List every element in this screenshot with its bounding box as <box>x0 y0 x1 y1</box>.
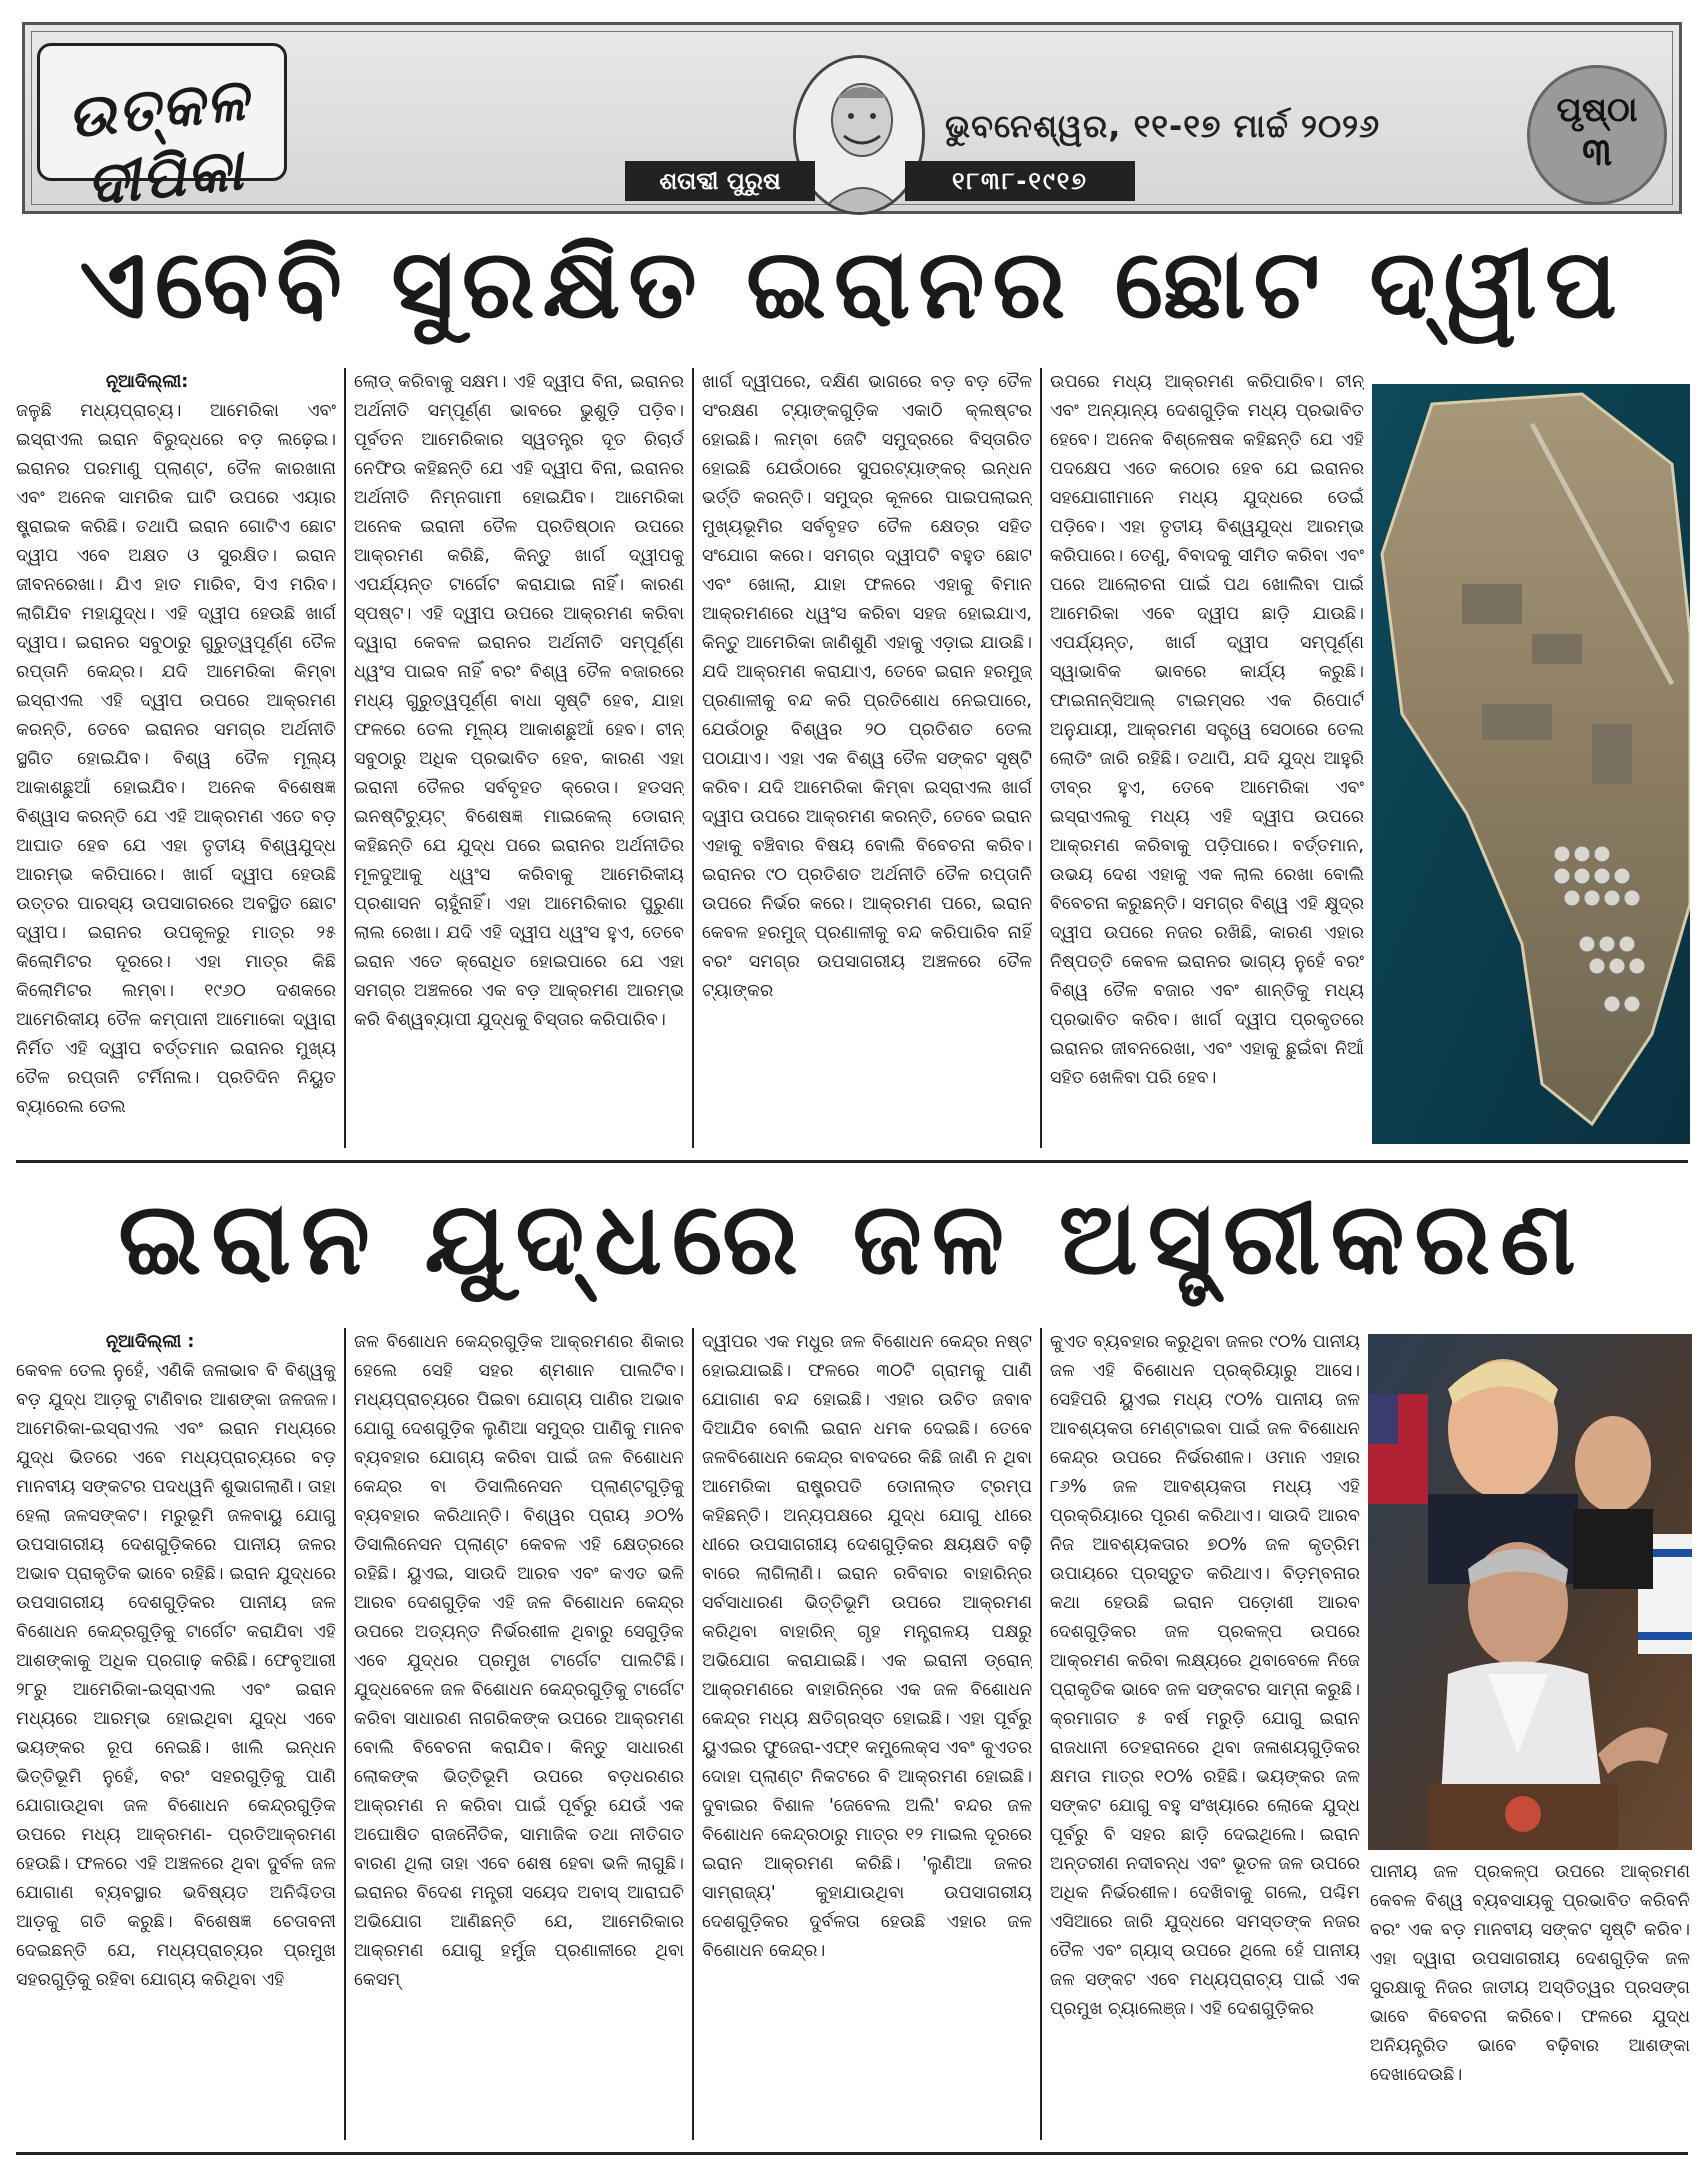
column-divider <box>692 368 694 1148</box>
page-number-badge <box>1527 65 1667 205</box>
article2-col5-text: ପାନୀୟ ଜଳ ପ୍ରକଳ୍ପ ଉପରେ ଆକ୍ରମଣ କେବଳ ବିଶ୍ୱ ବ୍ୟବସାୟକୁ ପ୍ରଭାବିତ କରିବନି ବରଂ ଏକ ବଡ଼ ମାନବୀୟ ସଙ୍କଟ ସୃଷ୍ଟି କରିବ। ଏହା ଦ୍ୱାରା ଉପସାଗରୀୟ ଦେଶଗୁଡ଼ିକ ଜଳ ସୁରକ୍ଷାକୁ ନିଜର ଜାତୀୟ ଅସ୍ତିତ୍ୱର ପ୍ରସଙ୍ଗ ଭାବେ ବିବେଚନା କରିବେ। ଫଳରେ ଯୁଦ୍ଧ ଅନିୟନ୍ତ୍ରିତ ଭାବେ ବଢ଼ିବାର ଆଶଙ୍କା ଦେଖାଦେଉଛି। <box>1370 1862 1690 2085</box>
article2-dateline: ନୂଆଦିଲ୍ଲୀ : <box>106 1332 195 1352</box>
article2-column-2 <box>354 1328 684 2140</box>
page-label: ପୃଷ୍ଠା <box>1556 90 1638 130</box>
dateline-city-date: ଭୁବନେଶ୍ୱର, ୧୧-୧୭ ମାର୍ଚ୍ଚ ୨୦୨୬ <box>945 107 1381 145</box>
masthead <box>22 22 1682 219</box>
logo-text: ଉତ୍କଳ ଦୀପିକା <box>64 64 253 219</box>
column-divider <box>1040 1328 1042 2140</box>
column-divider <box>692 1328 694 2140</box>
article1-col1-text: ଜଳୁଛି ମଧ୍ୟପ୍ରାଚ୍ୟ। ଆମେରିକା ଏବଂ ଇସ୍ରାଏଲ ଇରାନ ବିରୁଦ୍ଧରେ ବଡ଼ ଲଢ଼େଇ। ଇରାନର ପରମାଣୁ ପ୍ଲାଣ୍ଟ, ତୈଳ କାରଖାନା ଏବଂ ଅନେକ ସାମରିକ ଘାଟି ଉପରେ ଏୟାର ଷ୍ଟ୍ରାଇକ କରିଛି। ତଥାପି ଇରାନ ଗୋଟିଏ ଛୋଟ ଦ୍ୱୀପ ଏବେ ଅକ୍ଷତ ଓ ସୁରକ୍ଷିତ। ଇରାନ ଜୀବନରେଖା। ଯିଏ ହାତ ମାରିବ, ସିଏ ମରିବ। ଲାଗିଯିବ ମହାଯୁଦ୍ଧ। ଏହି ଦ୍ୱୀପ ହେଉଛି ଖାର୍ଗ ଦ୍ୱୀପ। ଇରାନର ସବୁଠାରୁ ଗୁରୁତ୍ୱପୂର୍ଣ୍ଣ ତୈଳ ରପ୍ତାନି କେନ୍ଦ୍ର। ଯଦି ଆମେରିକା କିମ୍ବା ଇସ୍ରାଏଲ ଏହି ଦ୍ୱୀପ ଉପରେ ଆକ୍ରମଣ କରନ୍ତି, ତେବେ ଇରାନର ସମଗ୍ର ଅର୍ଥନୀତି ସ୍ଥଗିତ ହୋଇଯିବ। ବିଶ୍ୱ ତୈଳ ମୂଲ୍ୟ ଆକାଶଛୁଆଁ ହୋଇଯିବ। ଅନେକ ବିଶେଷଜ୍ଞ ବିଶ୍ୱାସ କରନ୍ତି ଯେ ଏହି ଆକ୍ରମଣ ଏତେ ବଡ଼ ଆଘାତ ହେବ ଯେ ଏହା ତୃତୀୟ ବିଶ୍ୱଯୁଦ୍ଧ ଆରମ୍ଭ କରିପାରେ। ଖାର୍ଗ ଦ୍ୱୀପ ହେଉଛି ଉତ୍ତର ପାରସ୍ୟ ଉପସାଗରରେ ଅବସ୍ଥିତ ଛୋଟ ଦ୍ୱୀପ। ଇରାନର ଉପକୂଳରୁ ମାତ୍ର ୨୫ କିଲୋମିଟର ଦୂରରେ। ଏହା ମାତ୍ର କିଛି କିଲୋମିଟର ଲମ୍ବା। ୧୯୬୦ ଦଶକରେ ଆମେରିକୀୟ ତୈଳ କମ୍ପାନୀ ଆମୋକୋ ଦ୍ୱାରା ନିର୍ମିତ ଏହି ଦ୍ୱୀପ ବର୍ତ୍ତମାନ ଇରାନର ମୁଖ୍ୟ ତୈଳ ରପ୍ତାନି ଟର୍ମିନାଲ। ପ୍ରତିଦିନ ନିୟୁତ ବ୍ୟାରେଲ ତେଲ <box>16 401 336 1117</box>
kharg-island-satellite-photo <box>1372 384 1690 1144</box>
newspaper-logo <box>37 43 287 219</box>
article1-col2-text: ଲୋଡ୍ କରିବାକୁ ସକ୍ଷମ। ଏହି ଦ୍ୱୀପ ବିନା, ଇରାନର ଅର୍ଥନୀତି ସମ୍ପୂର୍ଣ୍ଣ ଭାବରେ ଭୁଶୁଡ଼ି ପଡ଼ିବ। ପୂର୍ବତନ ଆମେରିକାର ସ୍ୱତନ୍ତ୍ର ଦୂତ ରିଚାର୍ଡ ନେଫିଉ କହିଛନ୍ତି ଯେ ଏହି ଦ୍ୱୀପ ବିନା, ଇରାନର ଅର୍ଥନୀତି ନିମ୍ନଗାମୀ ହୋଇଯିବ। ଆମେରିକା ଅନେକ ଇରାନୀ ତୈଳ ପ୍ରତିଷ୍ଠାନ ଉପରେ ଆକ୍ରମଣ କରିଛି, କିନ୍ତୁ ଖାର୍ଗ ଦ୍ୱୀପକୁ ଏପର୍ଯ୍ୟନ୍ତ ଟାର୍ଗେଟ କରାଯାଇ ନାହିଁ। କାରଣ ସ୍ପଷ୍ଟ। ଏହି ଦ୍ୱୀପ ଉପରେ ଆକ୍ରମଣ କରିବା ଦ୍ୱାରା କେବଳ ଇରାନର ଅର୍ଥନୀତି ସମ୍ପୂର୍ଣ୍ଣ ଧ୍ୱଂସ ପାଇବ ନାହିଁ ବରଂ ବିଶ୍ୱ ତୈଳ ବଜାରରେ ମଧ୍ୟ ଗୁରୁତ୍ୱପୂର୍ଣ୍ଣ ବାଧା ସୃଷ୍ଟି ହେବ, ଯାହା ଫଳରେ ତେଲ ମୂଲ୍ୟ ଆକାଶଛୁଆଁ ହେବ। ଚୀନ୍ ସବୁଠାରୁ ଅଧିକ ପ୍ରଭାବିତ ହେବ, କାରଣ ଏହା ଇରାନୀ ତୈଳର ସର୍ବବୃହତ କ୍ରେତା। ହଡସନ୍ ଇନଷ୍ଟିଚ୍ୟୁଟ୍ ବିଶେଷଜ୍ଞ ମାଇକେଲ୍ ଡୋରାନ୍ କହିଛନ୍ତି ଯେ ଯୁଦ୍ଧ ପରେ ଇରାନର ଅର୍ଥନୀତିର ମୂଳଦୁଆକୁ ଧ୍ୱଂସ କରିବାକୁ ଆମେରିକୀୟ ପ୍ରଶାସନ ଚାହୁଁନାହିଁ। ଏହା ଆମେରିକାର ପୁରୁଣା ଲାଲ ରେଖା। ଯଦି ଏହି ଦ୍ୱୀପ ଧ୍ୱଂସ ହୁଏ, ତେବେ ଇରାନ ଏତେ କ୍ରୋଧିତ ହୋଇପାରେ ଯେ ଏହା ସମଗ୍ର ଅଞ୍ଚଳରେ ଏକ ବଡ଼ ଆକ୍ରମଣ ଆରମ୍ଭ କରି ବିଶ୍ୱବ୍ୟାପୀ ଯୁଦ୍ଧକୁ ବିସ୍ତାର କରିପାରିବ। <box>354 372 684 1030</box>
article1-column-2 <box>354 368 684 1148</box>
article1-column-4 <box>1050 368 1364 1148</box>
article2-col2-text: ଜଳ ବିଶୋଧନ କେନ୍ଦ୍ରଗୁଡ଼ିକ ଆକ୍ରମଣର ଶିକାର ହେଲେ ସେହି ସହର ଶ୍ମଶାନ ପାଲଟିବ। ମଧ୍ୟପ୍ରାଚ୍ୟରେ ପିଇବା ଯୋଗ୍ୟ ପାଣିର ଅଭାବ ଯୋଗୁ ଦେଶଗୁଡ଼ିକ ଲୁଣିଆ ସମୁଦ୍ର ପାଣିକୁ ମାନବ ବ୍ୟବହାର ଯୋଗ୍ୟ କରିବା ପାଇଁ ଜଳ ବିଶୋଧନ କେନ୍ଦ୍ର ବା ଡିସାଲିନେସନ ପ୍ଲାଣ୍ଟଗୁଡ଼ିକୁ ବ୍ୟବହାର କରିଥାନ୍ତି। ବିଶ୍ୱର ପ୍ରାୟ ୬୦% ଡିସାଲିନେସନ ପ୍ଲାଣ୍ଟ କେବଳ ଏହି କ୍ଷେତ୍ରରେ ରହିଛି। ୟୁଏଇ, ସାଉଦି ଆରବ ଏବଂ କଏତ ଭଳି ଆରବ ଦେଶଗୁଡ଼ିକ ଏହି ଜଳ ବିଶୋଧନ କେନ୍ଦ୍ର ଉପରେ ଅତ୍ୟନ୍ତ ନିର୍ଭରଶୀଳ ଥିବାରୁ ସେଗୁଡ଼ିକ ଏବେ ଯୁଦ୍ଧର ପ୍ରମୁଖ ଟାର୍ଗେଟ ପାଲଟିଛି। ଯୁଦ୍ଧବେଳେ ଜଳ ବିଶୋଧନ କେନ୍ଦ୍ରଗୁଡ଼ିକୁ ଟାର୍ଗେଟ କରିବା ସାଧାରଣ ନାଗରିକଙ୍କ ଉପରେ ଆକ୍ରମଣ ବୋଲି ବିବେଚନା କରାଯିବ। କିନ୍ତୁ ସାଧାରଣ ଲୋକଙ୍କ ଭିତ୍ତିଭୂମି ଉପରେ ବଡ଼ଧରଣର ଆକ୍ରମଣ ନ କରିବା ପାଇଁ ପୂର୍ବରୁ ଯେଉଁ ଏକ ଅଘୋଷିତ ରାଜନୈତିକ, ସାମାଜିକ ତଥା ନୀତିଗତ ବାରଣ ଥିଲା ତାହା ଏବେ ଶେଷ ହେବା ଭଳି ଲାଗୁଛି। ଇରାନର ବିଦେଶ ମନ୍ତ୍ରୀ ସୟେଦ ଅବାସ୍ ଆରାଘଚି ଅଭିଯୋଗ ଆଣିଛନ୍ତି ଯେ, ଆମେରିକାର ଆକ୍ରମଣ ଯୋଗୁ ହର୍ମୁଜ ପ୍ରଣାଳୀରେ ଥିବା କେସମ୍ <box>354 1332 684 1990</box>
article1-column-1 <box>16 368 336 1148</box>
tagline-label: ଶତାବ୍ଦୀ ପୁରୁଷ <box>625 161 815 201</box>
article2-column-4 <box>1050 1328 1360 2140</box>
article1-col4-text: ଉପରେ ମଧ୍ୟ ଆକ୍ରମଣ କରିପାରିବ। ଚୀନ୍ ଏବଂ ଅନ୍ୟାନ୍ୟ ଦେଶଗୁଡ଼ିକ ମଧ୍ୟ ପ୍ରଭାବିତ ହେବେ। ଅନେକ ବିଶ୍ଳେଷକ କହିଛନ୍ତି ଯେ ଏହି ପଦକ୍ଷେପ ଏତେ କଠୋର ହେବ ଯେ ଇରାନର ସହଯୋଗୀମାନେ ମଧ୍ୟ ଯୁଦ୍ଧରେ ଡେଇଁ ପଡ଼ିବେ। ଏହା ତୃତୀୟ ବିଶ୍ୱଯୁଦ୍ଧ ଆରମ୍ଭ କରିପାରେ। ତେଣୁ, ବିବାଦକୁ ସୀମିତ କରିବା ଏବଂ ପରେ ଆଲୋଚନା ପାଇଁ ପଥ ଖୋଲିବା ପାଇଁ ଆମେରିକା ଏବେ ଦ୍ୱୀପ ଛାଡ଼ି ଯାଉଛି। ଏପର୍ଯ୍ୟନ୍ତ, ଖାର୍ଗ ଦ୍ୱୀପ ସମ୍ପୂର୍ଣ୍ଣ ସ୍ୱାଭାବିକ ଭାବରେ କାର୍ଯ୍ୟ କରୁଛି। ଫାଇନାନ୍ସିଆଲ୍ ଟାଇମ୍ସର ଏକ ରିପୋର୍ଟ ଅନୁଯାୟୀ, ଆକ୍ରମଣ ସତ୍ତ୍ୱେ ସେଠାରେ ତେଲ ଲୋଡିଂ ଜାରି ରହିଛି। ତଥାପି, ଯଦି ଯୁଦ୍ଧ ଆହୁରି ତୀବ୍ର ହୁଏ, ତେବେ ଆମେରିକା ଏବଂ ଇସ୍ରାଏଲକୁ ମଧ୍ୟ ଏହି ଦ୍ୱୀପ ଉପରେ ଆକ୍ରମଣ କରିବାକୁ ପଡ଼ିପାରେ। ବର୍ତ୍ତମାନ, ଉଭୟ ଦେଶ ଏହାକୁ ଏକ ଲାଲ ରେଖା ବୋଲି ବିବେଚନା କରୁଛନ୍ତି। ସମଗ୍ର ବିଶ୍ୱ ଏହି କ୍ଷୁଦ୍ର ଦ୍ୱୀପ ଉପରେ ନଜର ରଖିଛି, କାରଣ ଏହାର ନିଷ୍ପତ୍ତି କେବଳ ଇରାନର ଭାଗ୍ୟ ନୁହେଁ ବରଂ ବିଶ୍ୱ ତୈଳ ବଜାର ଏବଂ ଶାନ୍ତିକୁ ମଧ୍ୟ ପ୍ରଭାବିତ କରିବ। ଖାର୍ଗ ଦ୍ୱୀପ ପ୍ରକୃତରେ ଇରାନର ଜୀବନରେଖା, ଏବଂ ଏହାକୁ ଛୁଇଁବା ନିଆଁ ସହିତ ଖେଳିବା ପରି ହେବ। <box>1050 372 1364 1088</box>
page-number: ୩ <box>1582 130 1612 174</box>
column-divider <box>344 1328 346 2140</box>
article1-column-3 <box>702 368 1032 1148</box>
article2-column-5 <box>1370 1858 1690 2140</box>
section-divider <box>16 1160 1688 1163</box>
article2-col1-text: କେବଳ ତେଲ ନୁହେଁ, ଏଣିକି ଜଳାଭାବ ବି ବିଶ୍ୱକୁ ବଡ଼ ଯୁଦ୍ଧ ଆଡ଼କୁ ଟାଣିବାର ଆଶଙ୍କା ଜଳଜଳ। ଆମେରିକା-ଇସ୍ରାଏଲ ଏବଂ ଇରାନ ମଧ୍ୟରେ ଯୁଦ୍ଧ ଭିତରେ ଏବେ ମଧ୍ୟପ୍ରାଚ୍ୟରେ ବଡ଼ ମାନବୀୟ ସଙ୍କଟର ପଦଧ୍ୱନି ଶୁଭାଗଲାଣି। ତାହା ହେଲା ଜଳସଙ୍କଟ। ମରୁଭୂମି ଜଳବାୟୁ ଯୋଗୁ ଉପସାଗରୀୟ ଦେଶଗୁଡ଼ିକରେ ପାନୀୟ ଜଳର ଅଭାବ ପ୍ରାକୃତିକ ଭାବେ ରହିଛି। ଇରାନ ଯୁଦ୍ଧରେ ଉପସାଗରୀୟ ଦେଶଗୁଡ଼ିକର ପାନୀୟ ଜଳ ବିଶୋଧନ କେନ୍ଦ୍ରଗୁଡ଼ିକୁ ଟାର୍ଗେଟ କରାଯିବା ଏହି ଆଶଙ୍କାକୁ ଅଧିକ ପ୍ରଗାଢ଼ କରିଛି। ଫେବୃଆରୀ ୨୮ରୁ ଆମେରିକା-ଇସ୍ରାଏଲ ଏବଂ ଇରାନ ମଧ୍ୟରେ ଆରମ୍ଭ ହୋଇଥିବା ଯୁଦ୍ଧ ଏବେ ଭୟଙ୍କର ରୂପ ନେଇଛି। ଖାଲି ଇନ୍ଧନ ଭିତ୍ତିଭୂମି ନୁହେଁ, ବରଂ ସହରଗୁଡ଼ିକୁ ପାଣି ଯୋଗାଉଥିବା ଜଳ ବିଶୋଧନ କେନ୍ଦ୍ରଗୁଡ଼ିକ ଉପରେ ମଧ୍ୟ ଆକ୍ରମଣ- ପ୍ରତିଆକ୍ରମଣ ହେଉଛି। ଫଳରେ ଏହି ଅଞ୍ଚଳରେ ଥିବା ଦୁର୍ବଳ ଜଳ ଯୋଗାଣ ବ୍ୟବସ୍ଥାର ଭବିଷ୍ୟତ ଅନିଶ୍ଚିତତା ଆଡ଼କୁ ଗତି କରୁଛି। ବିଶେଷଜ୍ଞ ଚେତାବନୀ ଦେଇଛନ୍ତି ଯେ, ମଧ୍ୟପ୍ରାଚ୍ୟର ପ୍ରମୁଖ ସହରଗୁଡ଼ିକୁ ରହିବା ଯୋଗ୍ୟ କରିଥିବା ଏହି <box>16 1361 336 1990</box>
article2-column-1 <box>16 1328 336 2140</box>
founder-years: ୧୮୩୮-୧୯୧୭ <box>905 161 1135 201</box>
article2-col4-text: କୁଏତ ବ୍ୟବହାର କରୁଥିବା ଜଳର ୯୦% ପାନୀୟ ଜଳ ଏହି ବିଶୋଧନ ପ୍ରକ୍ରିୟାରୁ ଆସେ। ସେହିପରି ୟୁଏଇ ମଧ୍ୟ ୯୦% ପାନୀୟ ଜଳ ଆବଶ୍ୟକତା ମେଣ୍ଟାଇବା ପାଇଁ ଜଳ ବିଶୋଧନ କେନ୍ଦ୍ର ଉପରେ ନିର୍ଭରଶୀଳ। ଓମାନ ଏହାର ୮୬% ଜଳ ଆବଶ୍ୟକତା ମଧ୍ୟ ଏହି ପ୍ରକ୍ରିୟାରେ ପୂରଣ କରିଥାଏ। ସାଉଦି ଆରବ ନିଜ ଆବଶ୍ୟକତାର ୭୦% ଜଳ କୃତ୍ରିମ ଉପାୟରେ ପ୍ରସ୍ତୁତ କରିଥାଏ। ବିଡ଼ମ୍ବନାର କଥା ହେଉଛି ଇରାନ ପଡ଼ୋଶୀ ଆରବ ଦେଶଗୁଡ଼ିକର ଜଳ ପ୍ରକଳ୍ପ ଉପରେ ଆକ୍ରମଣ କରିବା ଲକ୍ଷ୍ୟରେ ଥିବାବେଳେ ନିଜେ ପ୍ରାକୃତିକ ଭାବେ ଜଳ ସଙ୍କଟର ସାମ୍ନା କରୁଛି। କ୍ରମାଗତ ୫ ବର୍ଷ ମରୁଡ଼ି ଯୋଗୁ ଇରାନ ରାଜଧାନୀ ତେହରାନରେ ଥିବା ଜଳାଶୟଗୁଡ଼ିକର କ୍ଷମତା ମାତ୍ର ୧୦% ରହିଛି। ଭୟଙ୍କର ଜଳ ସଙ୍କଟ ଯୋଗୁ ବହୁ ସଂଖ୍ୟାରେ ଲୋକେ ଯୁଦ୍ଧ ପୂର୍ବରୁ ବି ସହର ଛାଡ଼ି ଦେଇଥିଲେ। ଇରାନ ଅନ୍ତରୀଣ ନଦୀବନ୍ଧ ଏବଂ ଭୂତଳ ଜଳ ଉପରେ ଅଧିକ ନିର୍ଭରଶୀଳ। ଦେଖିବାକୁ ଗଲେ, ପଶ୍ଚିମ ଏସିଆରେ ଜାରି ଯୁଦ୍ଧରେ ସମସ୍ତଙ୍କ ନଜର ତୈଳ ଏବଂ ଗ୍ୟାସ୍ ଉପରେ ଥିଲେ ହେଁ ପାନୀୟ ଜଳ ସଙ୍କଟ ଏବେ ମଧ୍ୟପ୍ରାଚ୍ୟ ପାଇଁ ଏକ ପ୍ରମୁଖ ଚ୍ୟାଲେଞ୍ଜ। ଏହି ଦେଶଗୁଡ଼ିକର <box>1050 1332 1360 2019</box>
article1-col3-text: ଖାର୍ଗ ଦ୍ୱୀପରେ, ଦକ୍ଷିଣ ଭାଗରେ ବଡ଼ ବଡ଼ ତୈଳ ସଂରକ୍ଷଣ ଟ୍ୟାଙ୍କଗୁଡ଼ିକ ଏକାଠି କ୍ଲଷ୍ଟର ହୋଇଛି। ଲମ୍ବା ଜେଟି ସମୁଦ୍ରରେ ବିସ୍ତାରିତ ହୋଇଛି ଯେଉଁଠାରେ ସୁପରଟ୍ୟାଙ୍କର୍ ଇନ୍ଧନ ଭର୍ତ୍ତି କରନ୍ତି। ସମୁଦ୍ର କୂଳରେ ପାଇପଲାଇନ୍ ମୁଖ୍ୟଭୂମିର ସର୍ବବୃହତ ତୈଳ କ୍ଷେତ୍ର ସହିତ ସଂଯୋଗ କରେ। ସମଗ୍ର ଦ୍ୱୀପଟି ବହୁତ ଛୋଟ ଏବଂ ଖୋଲା, ଯାହା ଫଳରେ ଏହାକୁ ବିମାନ ଆକ୍ରମଣରେ ଧ୍ୱଂସ କରିବା ସହଜ ହୋଇଯାଏ, କିନ୍ତୁ ଆମେରିକା ଜାଣିଶୁଣି ଏହାକୁ ଏଡ଼ାଇ ଯାଉଛି। ଯଦି ଆକ୍ରମଣ କରାଯାଏ, ତେବେ ଇରାନ ହରମୁଜ୍ ପ୍ରଣାଳୀକୁ ବନ୍ଦ କରି ପ୍ରତିଶୋଧ ନେଇପାରେ, ଯେଉଁଠାରୁ ବିଶ୍ୱର ୨୦ ପ୍ରତିଶତ ତେଲ ପଠାଯାଏ। ଏହା ଏକ ବିଶ୍ୱ ତୈଳ ସଙ୍କଟ ସୃଷ୍ଟି କରିବ। ଯଦି ଆମେରିକା କିମ୍ବା ଇସ୍ରାଏଲ ଖାର୍ଗ ଦ୍ୱୀପ ଉପରେ ଆକ୍ରମଣ କରନ୍ତି, ତେବେ ଇରାନ ଏହାକୁ ବଞ୍ଚିବାର ବିଷୟ ବୋଲି ବିବେଚନା କରିବ। ଇରାନର ୯୦ ପ୍ରତିଶତ ଅର୍ଥନୀତି ତୈଳ ରପ୍ତାନି ଉପରେ ନିର୍ଭର କରେ। ଆକ୍ରମଣ ପରେ, ଇରାନ କେବଳ ହରମୁଜ୍ ପ୍ରଣାଳୀକୁ ବନ୍ଦ କରିପାରିବ ନାହିଁ ବରଂ ସମଗ୍ର ଉପସାଗରୀୟ ଅଞ୍ଚଳରେ ତୈଳ ଟ୍ୟାଙ୍କର <box>702 372 1032 1001</box>
leaders-photo-collage <box>1368 1334 1692 1850</box>
article2-headline: ଇରାନ ଯୁଦ୍ଧରେ ଜଳ ଅସ୍ତ୍ରୀକରଣ <box>118 1180 1586 1297</box>
page-bottom-rule <box>16 2152 1688 2155</box>
article2-column-3 <box>702 1328 1032 2140</box>
column-divider <box>344 368 346 1148</box>
article1-dateline: ନୂଆଦିଲ୍ଲୀ: <box>106 372 189 392</box>
article1-headline: ଏବେବି ସୁରକ୍ଷିତ ଇରାନର ଛୋଟ ଦ୍ୱୀପ <box>79 228 1625 340</box>
column-divider <box>1040 368 1042 1148</box>
article2-col3-text: ଦ୍ୱୀପର ଏକ ମଧୁର ଜଳ ବିଶୋଧନ କେନ୍ଦ୍ର ନଷ୍ଟ ହୋଇଯାଇଛି। ଫଳରେ ୩୦ଟି ଗ୍ରାମକୁ ପାଣି ଯୋଗାଣ ବନ୍ଦ ହୋଇଛି। ଏହାର ଉଚିତ ଜବାବ ଦିଆଯିବ ବୋଲି ଇରାନ ଧମକ ଦେଇଛି। ତେବେ ଜଳବିଶୋଧନ କେନ୍ଦ୍ର ବାବଦରେ କିଛି ଜାଣି ନ ଥିବା ଆମେରିକା ରାଷ୍ଟ୍ରପତି ଡୋନାଲ୍ଡ ଟ୍ରମ୍ପ କହିଛନ୍ତି। ଅନ୍ୟପକ୍ଷରେ ଯୁଦ୍ଧ ଯୋଗୁ ଧୀରେ ଧୀରେ ଉପସାଗରୀୟ ଦେଶଗୁଡ଼ିକର କ୍ଷୟକ୍ଷତି ବଢ଼ି ବାରେ ଲାଗିଲାଣି। ଇରାନ ରବିବାର ବାହାରିନ୍ର ସର୍ବସାଧାରଣ ଭିତ୍ତିଭୂମି ଉପରେ ଆକ୍ରମଣ କରିଥିବା ବାହାରିନ୍ ଗୃହ ମନ୍ତ୍ରାଳୟ ପକ୍ଷରୁ ଅଭିଯୋଗ କରାଯାଇଛି। ଏକ ଇରାନୀ ଡ୍ରୋନ୍ ଆକ୍ରମଣରେ ବାହାରିନ୍ରେ ଏକ ଜଳ ବିଶୋଧନ କେନ୍ଦ୍ର ମଧ୍ୟ କ୍ଷତିଗ୍ରସ୍ତ ହୋଇଛି। ଏହା ପୂର୍ବରୁ ୟୁଏଇର ଫୁଜେରା-ଏଫ୍୧ କମ୍ପ୍ଲେକ୍ସ ଏବଂ କୁଏତର ଦୋହା ପ୍ଲାଣ୍ଟ ନିକଟରେ ବି ଆକ୍ରମଣ ହୋଇଛି। ଦୁବାଇର ବିଶାଳ 'ଜେବେଲ ଅଲି' ବନ୍ଦର ଜଳ ବିଶୋଧନ କେନ୍ଦ୍ରଠାରୁ ମାତ୍ର ୧୨ ମାଇଲ ଦୂରରେ ଇରାନ ଆକ୍ରମଣ କରିଛି। 'ଲୁଣିଆ ଜଳର ସାମ୍ରାଜ୍ୟ' କୁହାଯାଉଥିବା ଉପସାଗରୀୟ ଦେଶଗୁଡ଼ିକର ଦୁର୍ବଳତା ହେଉଛି ଏହାର ଜଳ ବିଶୋଧନ କେନ୍ଦ୍ର। <box>702 1332 1032 1961</box>
